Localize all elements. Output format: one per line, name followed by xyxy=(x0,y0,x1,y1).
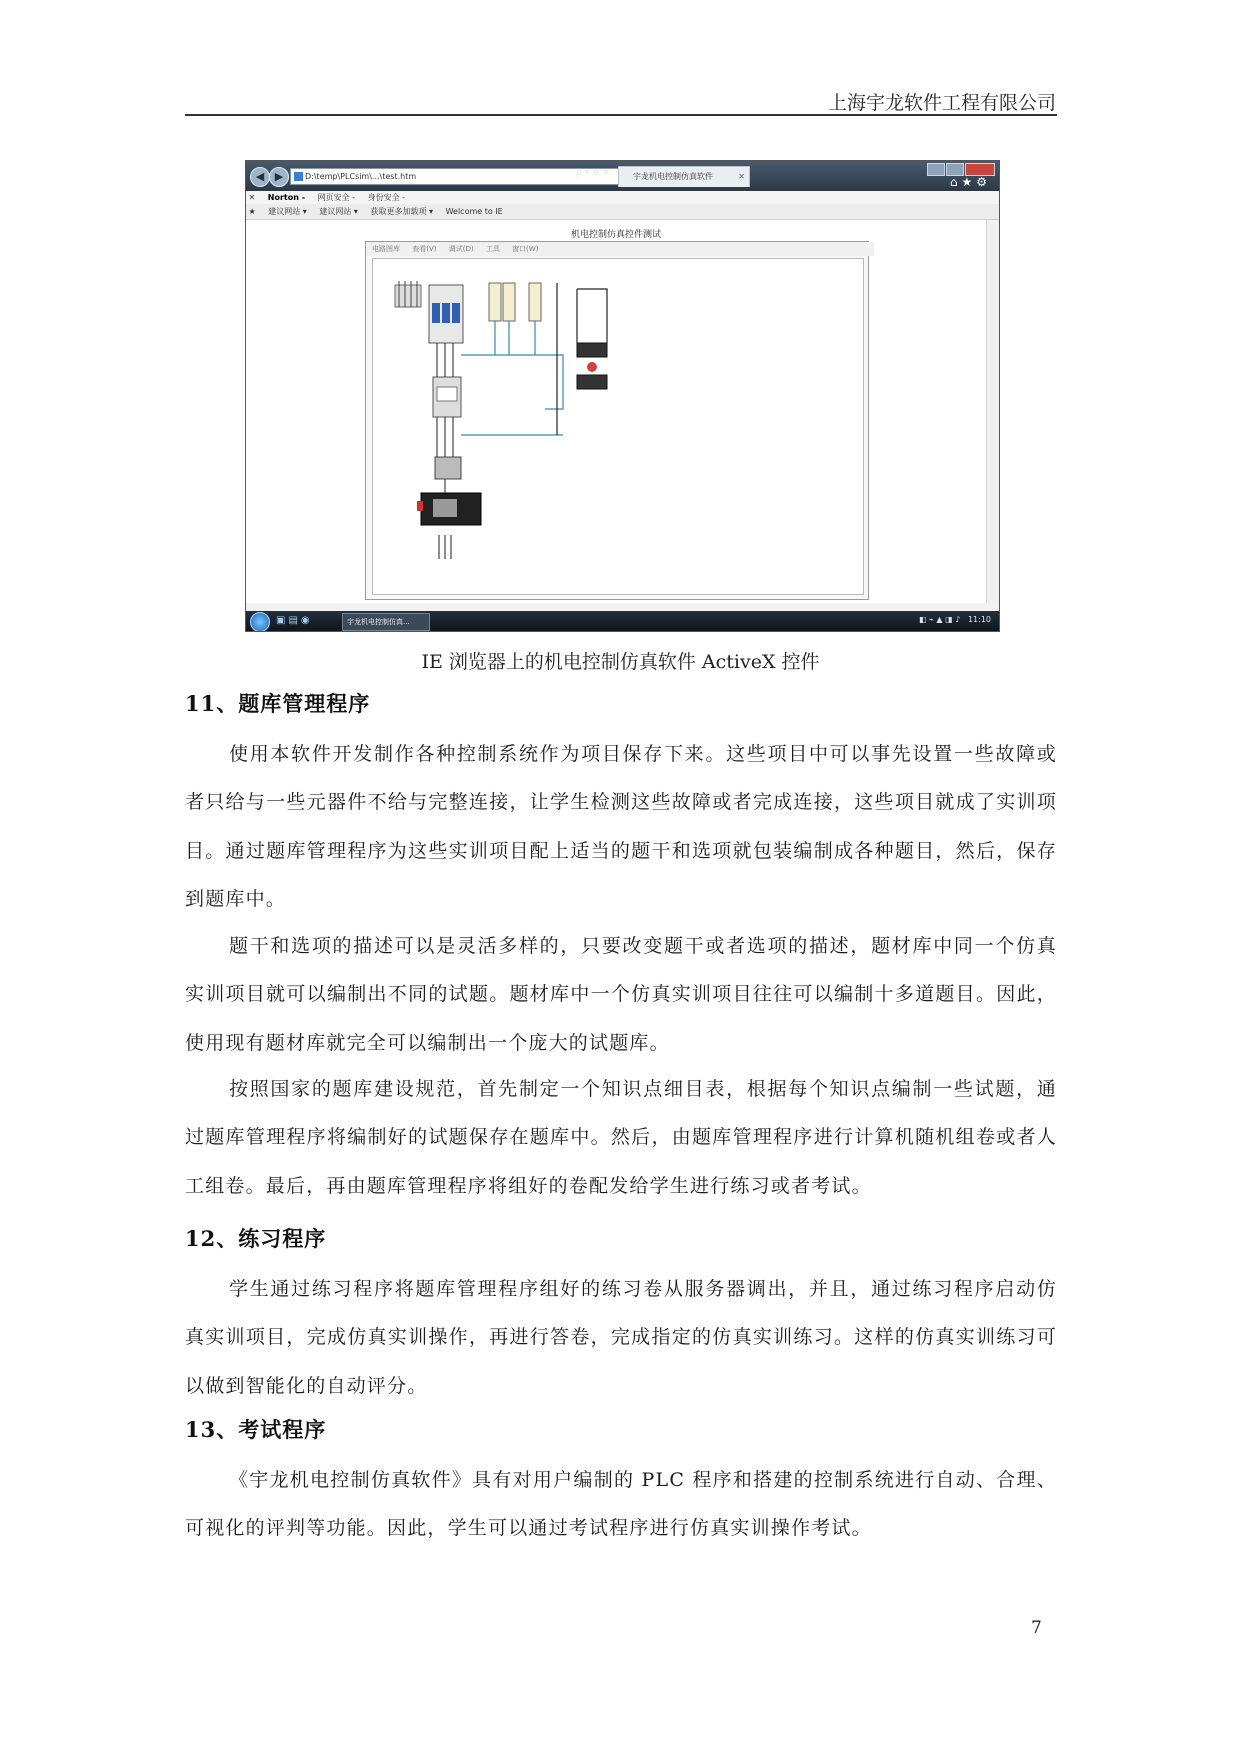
contactor-icon xyxy=(433,377,461,417)
paragraph: 按照国家的题库建设规范，首先制定一个知识点细目表，根据每个知识点编制一些试题，通过题库管理程序将编制好的试题保存在题库中。然后，由题库管理程序进行计算机随机组卷或者人工组卷。最后，再由题库管理程序将组好的卷配发给学生进行练习或者考试。 xyxy=(185,1078,1057,1197)
favorites-star-icon[interactable]: ★ xyxy=(246,207,256,216)
circuit-canvas[interactable] xyxy=(372,258,864,595)
page-number: 7 xyxy=(1031,1618,1042,1638)
header-rule xyxy=(185,114,1057,116)
page-caption-title: 机电控制仿真控件测试 xyxy=(570,230,661,240)
favorites-bar xyxy=(246,204,999,220)
push-button-icon xyxy=(577,343,607,389)
address-controls[interactable]: ρ ▾ ⊗ ✕ xyxy=(576,168,610,178)
page-icon xyxy=(294,172,303,181)
tab-title: 宇龙机电控制仿真软件 xyxy=(633,172,713,181)
norton-menu[interactable]: Norton - xyxy=(267,193,306,202)
sim-menu-item[interactable]: 工具 xyxy=(485,245,500,253)
section-heading: 13、考试程序 xyxy=(185,1417,327,1442)
windows-taskbar xyxy=(246,611,999,631)
browser-titlebar xyxy=(246,161,999,191)
back-button[interactable]: ◀ xyxy=(250,167,270,187)
motor-icon xyxy=(417,493,481,525)
minimize-button[interactable] xyxy=(927,163,945,176)
browser-tab[interactable] xyxy=(618,166,750,187)
browser-toolbar-icons[interactable] xyxy=(950,175,991,189)
identity-safety-menu[interactable]: 身份安全 - xyxy=(367,193,406,202)
start-button[interactable] xyxy=(250,612,270,632)
figure-caption: IE 浏览器上的机电控制仿真软件 ActiveX 控件 xyxy=(421,651,820,673)
paragraph: 《宇龙机电控制仿真软件》具有对用户编制的 PLC 程序和搭建的控制系统进行自动、合理、可视化的评判等功能。因此，学生可以通过考试程序进行仿真实训操作考试。 xyxy=(185,1469,1057,1540)
browser-screenshot-figure xyxy=(245,160,1000,632)
paragraph: 学生通过练习程序将题库管理程序组好的练习卷从服务器调出，并且，通过练习程序启动仿真实训项目，完成仿真实训操作，再进行答卷，完成指定的仿真实训练习。这样的仿真实训练习可以做到智能化的自动评分。 xyxy=(185,1278,1057,1397)
circuit-breaker-icon xyxy=(429,285,463,343)
sim-menu-item[interactable]: 电路图库 xyxy=(372,245,400,253)
web-safety-menu[interactable]: 网页安全 - xyxy=(317,193,356,202)
section-heading: 12、练习程序 xyxy=(185,1226,327,1251)
norton-toolbar xyxy=(246,191,999,204)
taskbar-app-button[interactable]: 宇龙机电控制仿真... xyxy=(342,613,430,631)
gear-icon[interactable]: ⚙ xyxy=(976,175,991,189)
favorites-link[interactable]: 获取更多加载项 ▾ xyxy=(370,207,434,216)
favorites-link[interactable]: 建议网站 ▾ xyxy=(268,207,307,216)
circuit-diagram xyxy=(373,259,863,594)
tray-clock: 11:10 xyxy=(967,615,991,624)
favorites-link[interactable]: Welcome to IE xyxy=(445,207,503,216)
paragraph: 题干和选项的描述可以是灵活多样的，只要改变题干或者选项的描述，题材库中同一个仿真实训项目就可以编制出不同的试题。题材库中一个仿真实训项目往往可以编制十多道题目。因此，使用现有题材库就完全可以编制出一个庞大的试题库。 xyxy=(185,935,1057,1054)
simulation-window xyxy=(365,241,869,600)
system-tray xyxy=(919,615,991,624)
tray-icons[interactable]: ◧ ⌁ ▲ ◨ ♪ xyxy=(918,615,966,624)
header-company: 上海宇龙软件工程有限公司 xyxy=(827,92,1056,114)
power-terminal-icon xyxy=(395,281,421,307)
quick-launch-icons[interactable]: ▣▤◉ xyxy=(276,615,313,626)
favorites-link[interactable]: 建议网站 ▾ xyxy=(319,207,358,216)
address-text: D:\temp\PLCsim\...\test.htm xyxy=(305,172,417,181)
browser-content xyxy=(246,220,986,603)
home-icon[interactable]: ⌂ xyxy=(949,175,962,189)
tab-close-icon[interactable]: ✕ xyxy=(738,172,745,181)
section-heading: 11、题库管理程序 xyxy=(185,691,371,716)
vertical-scrollbar[interactable] xyxy=(986,220,999,603)
favorites-star-icon[interactable]: ★ xyxy=(961,175,977,189)
close-toolbar-icon[interactable]: ✕ xyxy=(246,193,256,202)
sim-menu-item[interactable]: 调试(D) xyxy=(448,245,474,253)
fuse-icon xyxy=(489,283,541,321)
paragraph: 使用本软件开发制作各种控制系统作为项目保存下来。这些项目中可以事先设置一些故障或者只给与一些元器件不给与完整连接，让学生检测这些故障或者完成连接，这些项目就成了实训项目。通过题库管理程序为这些实训项目配上适当的题干和选项就包装编制成各种题目，然后，保存到题库中。 xyxy=(185,743,1057,910)
sim-menu-item[interactable]: 窗口(W) xyxy=(512,245,539,253)
forward-button[interactable]: ▶ xyxy=(269,167,289,187)
window-controls xyxy=(926,163,995,175)
simulation-menubar xyxy=(366,242,874,256)
sim-menu-item[interactable]: 查看(V) xyxy=(412,245,437,253)
thermal-relay-icon xyxy=(435,457,461,479)
